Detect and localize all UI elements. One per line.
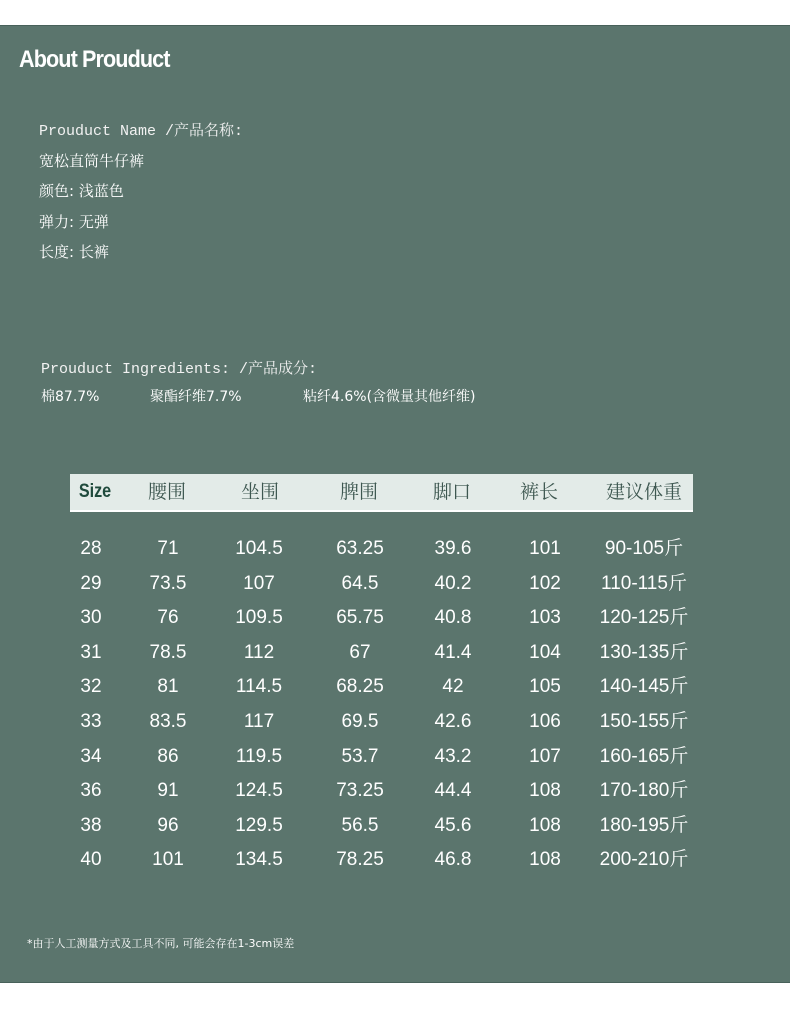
table-row (0, 532, 790, 566)
size-table-header (70, 474, 693, 512)
table-row (0, 567, 790, 601)
cell-hip: 117 (243, 711, 275, 732)
cell-pants-length: 104 (529, 641, 561, 663)
cell-hip: 107 (243, 572, 275, 594)
cell-size: 30 (80, 607, 102, 629)
cell-size: 29 (80, 572, 102, 594)
cell-weight: 150-155斤 (599, 711, 689, 732)
cell-pants-length: 105 (529, 676, 561, 698)
cell-weight: 140-145斤 (599, 676, 689, 698)
cell-pants-length: 108 (529, 814, 561, 836)
cell-pants-length: 101 (529, 538, 561, 559)
cell-pants-length: 102 (529, 572, 561, 594)
cell-thigh: 64.5 (341, 572, 379, 594)
cell-thigh: 53.7 (341, 745, 379, 767)
ingredient-polyester: 聚酯纤维7.7% (150, 389, 242, 405)
cell-leg-opening: 45.6 (434, 814, 472, 836)
cell-waist: 96 (157, 814, 179, 836)
cell-pants-length: 108 (529, 849, 561, 871)
cell-thigh: 65.75 (336, 607, 384, 629)
header-thigh: 脾围 (339, 481, 378, 503)
product-name-label: Prouduct Name /产品名称: (39, 123, 244, 140)
table-row (0, 843, 790, 877)
product-length: 长度: 长裤 (39, 243, 109, 261)
table-row (0, 705, 790, 739)
cell-weight: 90-105斤 (604, 538, 684, 559)
cell-size: 33 (80, 711, 102, 732)
cell-pants-length: 106 (529, 711, 561, 732)
cell-hip: 109.5 (235, 607, 283, 629)
cell-hip: 119.5 (235, 745, 283, 767)
cell-waist: 81 (157, 676, 179, 698)
table-row (0, 740, 790, 774)
cell-size: 28 (80, 538, 102, 559)
cell-waist: 73.5 (149, 572, 187, 594)
cell-size: 31 (80, 641, 102, 663)
product-elasticity: 弹力: 无弹 (39, 213, 109, 231)
cell-hip: 134.5 (235, 849, 283, 871)
header-pants-length: 裤长 (519, 481, 558, 503)
product-name: 宽松直筒牛仔裤 (39, 152, 145, 170)
cell-leg-opening: 41.4 (434, 641, 472, 663)
cell-waist: 76 (157, 607, 179, 629)
cell-pants-length: 108 (529, 780, 561, 802)
cell-weight: 130-135斤 (599, 641, 689, 663)
cell-size: 36 (80, 780, 102, 802)
cell-leg-opening: 43.2 (434, 745, 472, 767)
table-row (0, 601, 790, 635)
ingredient-viscose: 粘纤4.6%(含微量其他纤维) (303, 389, 476, 405)
cell-thigh: 68.25 (336, 676, 384, 698)
cell-weight: 110-115斤 (601, 572, 687, 594)
cell-waist: 101 (152, 849, 184, 871)
product-color: 颜色: 浅蓝色 (39, 182, 124, 200)
cell-weight: 120-125斤 (599, 607, 689, 629)
cell-hip: 112 (243, 641, 275, 663)
cell-leg-opening: 40.8 (434, 607, 472, 629)
table-row (0, 670, 790, 704)
cell-leg-opening: 40.2 (434, 572, 472, 594)
ingredient-cotton: 棉87.7% (41, 389, 100, 405)
cell-weight: 170-180斤 (599, 780, 689, 802)
cell-waist: 86 (157, 745, 179, 767)
cell-thigh: 63.25 (336, 538, 384, 559)
cell-hip: 129.5 (235, 814, 283, 836)
header-waist: 腰围 (147, 481, 186, 503)
cell-weight: 160-165斤 (599, 745, 689, 767)
cell-leg-opening: 39.6 (434, 538, 472, 559)
header-leg-opening: 脚口 (432, 481, 471, 503)
cell-size: 34 (80, 745, 102, 767)
cell-size: 32 (80, 676, 102, 698)
product-info-panel (0, 25, 790, 983)
cell-pants-length: 103 (529, 607, 561, 629)
cell-waist: 91 (157, 780, 179, 802)
table-row (0, 774, 790, 808)
cell-size: 38 (80, 814, 102, 836)
header-recommended-weight: 建议体重 (605, 481, 682, 503)
section-heading: About Prouduct (19, 46, 170, 73)
cell-waist: 71 (157, 538, 179, 559)
cell-thigh: 69.5 (341, 711, 379, 732)
table-row (0, 636, 790, 670)
cell-pants-length: 107 (529, 745, 561, 767)
cell-hip: 114.5 (235, 676, 283, 698)
cell-weight: 180-195斤 (599, 814, 689, 836)
cell-size: 40 (80, 849, 102, 871)
measurement-footnote: *由于人工测量方式及工具不同, 可能会存在1-3cm误差 (27, 937, 295, 950)
cell-leg-opening: 42 (442, 676, 464, 698)
cell-thigh: 67 (349, 641, 371, 663)
cell-thigh: 73.25 (336, 780, 384, 802)
header-hip: 坐围 (240, 481, 279, 503)
cell-leg-opening: 42.6 (434, 711, 472, 732)
ingredients-label: Prouduct Ingredients: /产品成分: (41, 361, 318, 378)
cell-leg-opening: 46.8 (434, 849, 472, 871)
header-size: Size (78, 481, 112, 502)
table-row (0, 809, 790, 843)
cell-hip: 104.5 (235, 538, 283, 559)
cell-hip: 124.5 (235, 780, 283, 802)
cell-thigh: 78.25 (336, 849, 384, 871)
cell-thigh: 56.5 (341, 814, 379, 836)
cell-weight: 200-210斤 (599, 849, 689, 871)
cell-waist: 78.5 (149, 641, 187, 663)
cell-waist: 83.5 (149, 711, 187, 732)
cell-leg-opening: 44.4 (434, 780, 472, 802)
